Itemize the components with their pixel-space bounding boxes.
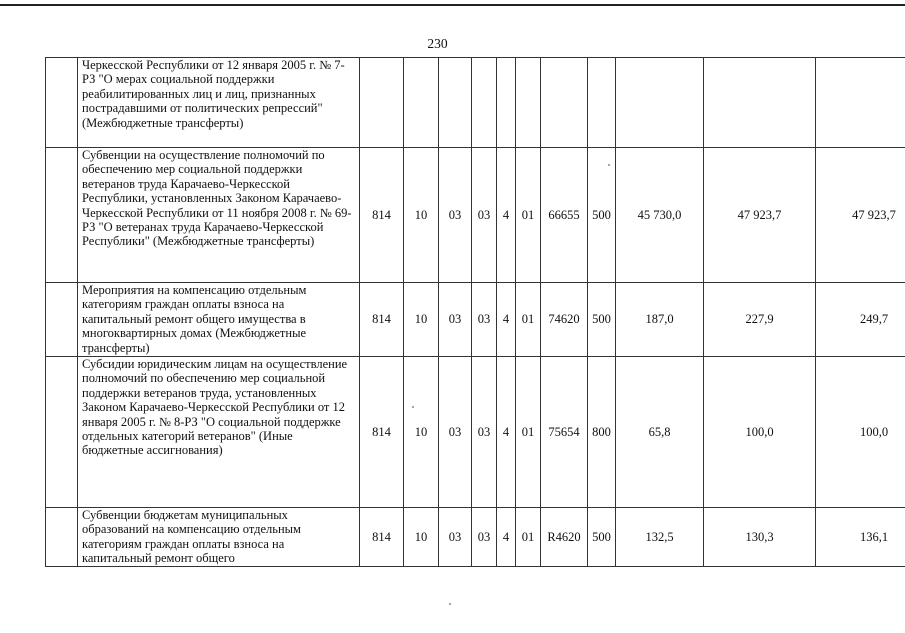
amount-year-2: 100,0 [704,357,816,508]
section-code: 10 [404,357,439,508]
amount-year-1: 65,8 [616,357,704,508]
row-index-cell [46,357,78,508]
program-code: 03 [472,508,497,567]
expense-type-code: 500 [588,283,616,357]
section-code: 10 [404,283,439,357]
amount-year-1 [616,58,704,148]
subsection-code: 03 [439,148,472,283]
top-border-line [0,4,905,6]
amount-year-1: 45 730,0 [616,148,704,283]
ministry-code: 814 [360,148,404,283]
program-code: 03 [472,148,497,283]
table-row [46,283,905,357]
table-row [46,148,905,283]
subsection-code: 03 [439,283,472,357]
direction-code [497,58,516,148]
budget-table [45,57,905,567]
expense-type-code: 500 [588,148,616,283]
section-code: 10 [404,508,439,567]
expense-code: 75654 [541,357,588,508]
ministry-code [360,58,404,148]
direction-code: 4 [497,357,516,508]
row-description: Субвенции бюджетам муниципальных образований на компенсацию отдельным категориям граждан оплаты взноса на капитальный ремонт общего [78,508,360,567]
row-description: Субвенции на осуществление полномочий по обеспечению мер социальной поддержки ветеранов труда Карачаево-Черкесской Республики, установленных Законом Карачаево-Черкесской Республики от 11 ноября 2008 г. № 69-РЗ "О ветеранах труда Карачаево-Черкесской Республики" (Межбюджетные трансферты) [78,148,360,283]
program-code: 03 [472,357,497,508]
amount-year-2: 130,3 [704,508,816,567]
amount-year-3 [816,58,905,148]
ministry-code: 814 [360,508,404,567]
event-code: 01 [516,357,541,508]
amount-year-2: 47 923,7 [704,148,816,283]
amount-year-3: 249,7 [816,283,905,357]
event-code: 01 [516,148,541,283]
amount-year-3: 47 923,7 [816,148,905,283]
ministry-code: 814 [360,283,404,357]
section-code: 10 [404,148,439,283]
row-description: Черкесской Республики от 12 января 2005 г. № 7-РЗ "О мерах социальной поддержки реабилитированных лиц и лиц, признанных пострадавшими от политических репрессий" (Межбюджетные трансферты) [78,58,360,148]
amount-year-3: 100,0 [816,357,905,508]
expense-code: R4620 [541,508,588,567]
amount-year-1: 187,0 [616,283,704,357]
table-row [46,357,905,508]
row-description: Субсидии юридическим лицам на осуществление полномочий по обеспечению мер социальной поддержки ветеранов труда, установленных Законом Карачаево-Черкесской Республики от 12 января 2005 г. № 8-РЗ "О социальной поддержке отдельных категорий ветеранов" (Иные бюджетные ассигнования) [78,357,360,508]
subsection-code: 03 [439,357,472,508]
row-index-cell [46,508,78,567]
expense-code: 74620 [541,283,588,357]
amount-year-2 [704,58,816,148]
scan-speck [449,603,451,605]
subsection-code: 03 [439,508,472,567]
scan-speck [412,406,414,408]
event-code: 01 [516,508,541,567]
expense-type-code: 800 [588,357,616,508]
amount-year-2: 227,9 [704,283,816,357]
event-code: 01 [516,283,541,357]
expense-code [541,58,588,148]
expense-type-code: 500 [588,508,616,567]
ministry-code: 814 [360,357,404,508]
page-number: 230 [427,36,448,51]
row-index-cell [46,283,78,357]
direction-code: 4 [497,148,516,283]
table-row [46,508,905,567]
program-code: 03 [472,283,497,357]
event-code [516,58,541,148]
expense-code: 66655 [541,148,588,283]
section-code [404,58,439,148]
amount-year-3: 136,1 [816,508,905,567]
program-code [472,58,497,148]
row-index-cell [46,58,78,148]
expense-type-code [588,58,616,148]
table-row [46,58,905,148]
row-index-cell [46,148,78,283]
direction-code: 4 [497,283,516,357]
row-description: Мероприятия на компенсацию отдельным категориям граждан оплаты взноса на капитальный ремонт общего имущества в многоквартирных домах (Межбюджетные трансферты) [78,283,360,357]
amount-year-1: 132,5 [616,508,704,567]
direction-code: 4 [497,508,516,567]
scan-speck [608,164,610,166]
subsection-code [439,58,472,148]
